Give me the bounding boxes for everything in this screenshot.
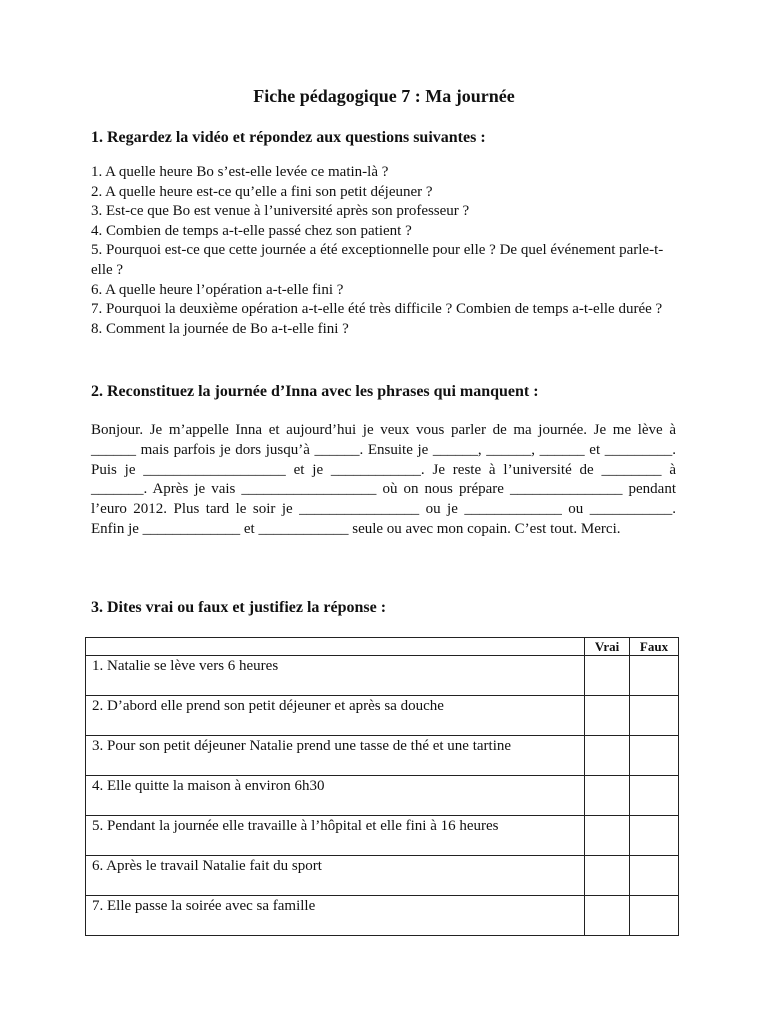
table-row — [86, 856, 679, 896]
vrai-answer-cell — [585, 696, 630, 736]
question-item: 2. A quelle heure est-ce qu’elle a fini son petit déjeuner ? — [91, 183, 433, 200]
gap-fill-paragraph: Bonjour. Je m’appelle Inna et aujourd’hui je veux vous parler de ma journée. Je me lève à ______ mais parfois je dors jusqu’à ______. Ensuite je ______, ______, ______ et _________. Puis je ___________________ et je ____________. Je reste à l’université de ________ à _______. Après je vais __________________ où on nous prépare _______________ pendant l’euro 2012. Plus tard le soir je ________________ ou je _____________ ou ___________. Enfin je _____________ et ____________ seule ou avec mon copain. C’est tout. Merci. — [91, 422, 676, 537]
vrai-answer-cell — [585, 816, 630, 856]
statement-cell: 2. D’abord elle prend son petit déjeuner et après sa douche — [86, 696, 585, 736]
question-item: 6. A quelle heure l’opération a-t-elle fini ? — [91, 281, 344, 298]
question-item: 1. A quelle heure Bo s’est-elle levée ce matin-là ? — [91, 164, 389, 180]
faux-answer-cell — [630, 736, 679, 776]
faux-answer-cell — [630, 696, 679, 736]
section-1-heading: 1. Regardez la vidéo et répondez aux questions suivantes : — [91, 129, 486, 146]
faux-answer-cell — [630, 656, 679, 696]
faux-answer-cell — [630, 776, 679, 816]
statement-cell: 7. Elle passe la soirée avec sa famille — [86, 896, 585, 936]
section-2-heading: 2. Reconstituez la journée d’Inna avec les phrases qui manquent : — [91, 383, 539, 400]
faux-answer-cell — [630, 896, 679, 936]
question-item: 8. Comment la journée de Bo a-t-elle fini ? — [91, 320, 349, 337]
question-list — [91, 163, 681, 339]
faux-answer-cell — [630, 856, 679, 896]
faux-answer-cell — [630, 816, 679, 856]
faux-column-header: Faux — [630, 638, 679, 656]
statement-cell: 5. Pendant la journée elle travaille à l’hôpital et elle fini à 16 heures — [86, 816, 585, 856]
question-item: 4. Combien de temps a-t-elle passé chez son patient ? — [91, 222, 412, 239]
statement-cell: 4. Elle quitte la maison à environ 6h30 — [86, 776, 585, 816]
statement-column-header — [86, 638, 585, 656]
vrai-answer-cell — [585, 736, 630, 776]
table-header-row — [86, 638, 679, 656]
statement-cell: 1. Natalie se lève vers 6 heures — [86, 656, 585, 696]
vrai-answer-cell — [585, 856, 630, 896]
table-row — [86, 896, 679, 936]
question-item: 7. Pourquoi la deuxième opération a-t-elle été très difficile ? Combien de temps a-t-elle durée ? — [91, 301, 663, 318]
page-title: Fiche pédagogique 7 : Ma journée — [253, 86, 515, 106]
section-3-heading: 3. Dites vrai ou faux et justifiez la réponse : — [91, 599, 387, 616]
table-row — [86, 736, 679, 776]
table-row — [86, 696, 679, 736]
vrai-answer-cell — [585, 656, 630, 696]
statement-cell: 3. Pour son petit déjeuner Natalie prend une tasse de thé et une tartine — [86, 736, 585, 776]
vrai-answer-cell — [585, 896, 630, 936]
question-item: 3. Est-ce que Bo est venue à l’université après son professeur ? — [91, 203, 470, 220]
table-row — [86, 816, 679, 856]
statement-cell: 6. Après le travail Natalie fait du sport — [86, 856, 585, 896]
question-item: 5. Pourquoi est-ce que cette journée a été exceptionnelle pour elle ? De quel événement parle-t-elle ? — [91, 242, 664, 278]
table-row — [86, 656, 679, 696]
vrai-column-header: Vrai — [585, 638, 630, 656]
table-row — [86, 776, 679, 816]
vrai-answer-cell — [585, 776, 630, 816]
true-false-table — [85, 637, 679, 936]
